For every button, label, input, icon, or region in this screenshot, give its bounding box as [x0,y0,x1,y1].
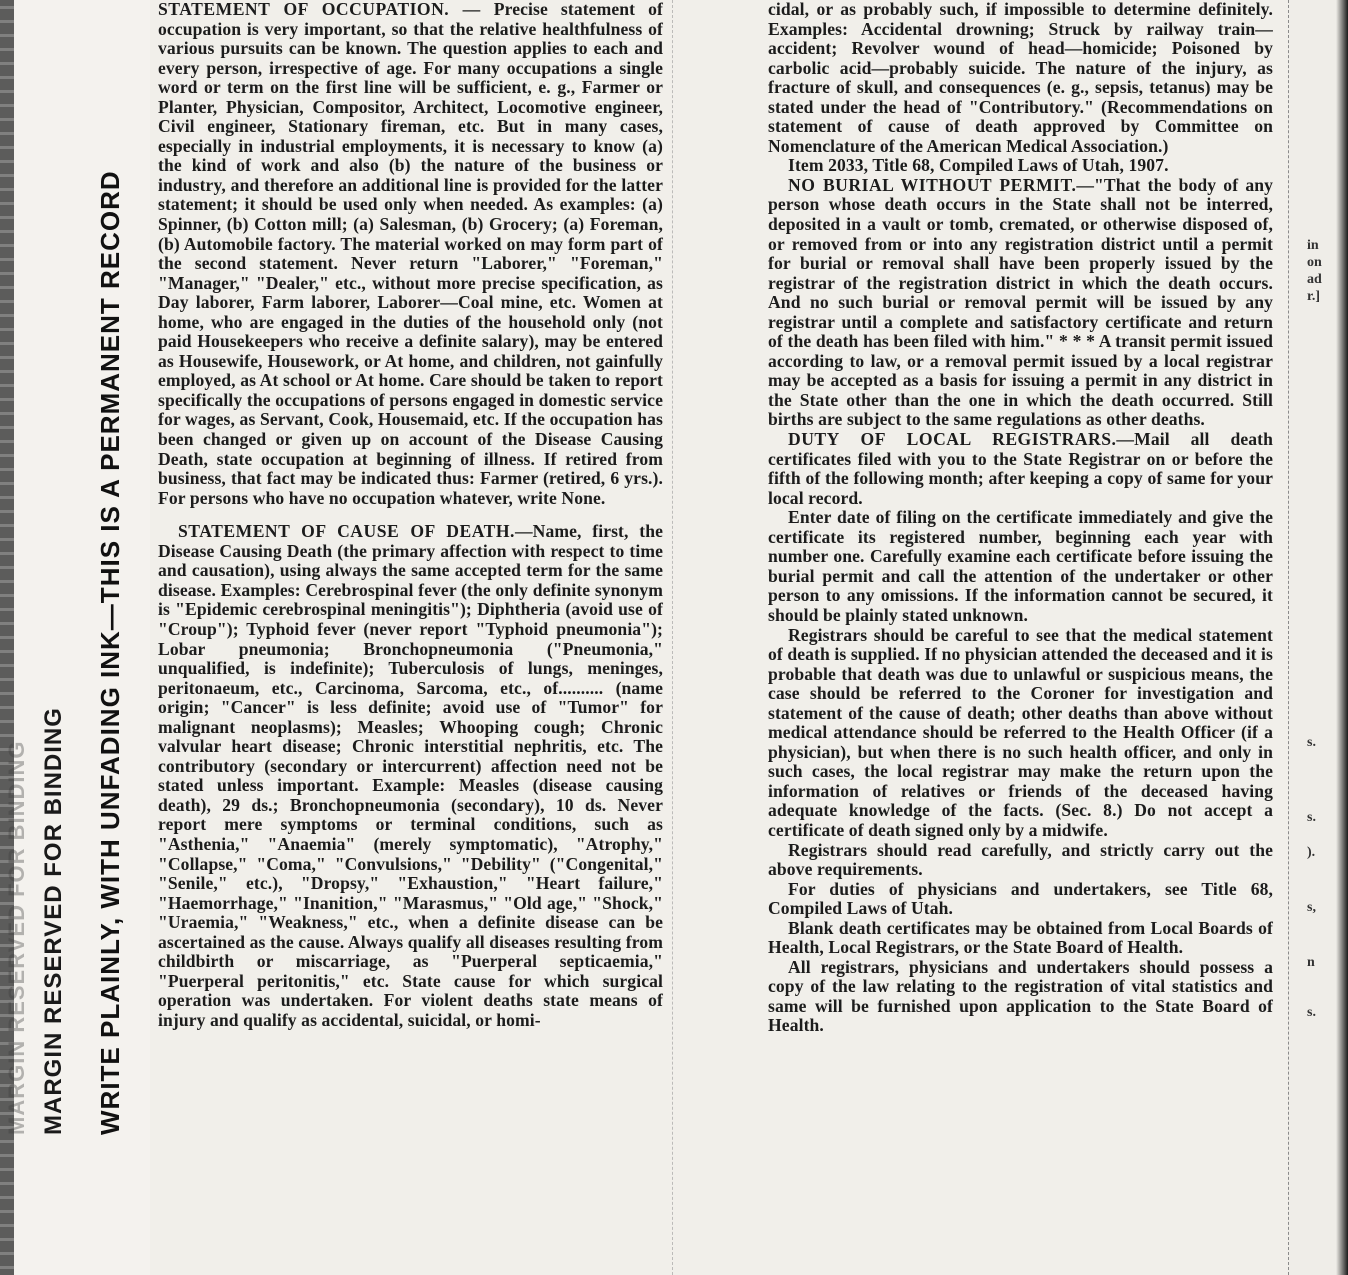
burial-permit-section [768,176,1273,430]
fragment-text: s. [1307,1005,1316,1020]
fragment-text: s, [1307,900,1316,915]
burial-text: —"That the body of any person whose death occurs in the State shall not be interred, deposited in a vault or tomb, cremated, or otherwise disposed of, or removed from or into any registration district until a permit for burial or removal shall have been properly issued by the registrar of the registration district in which the death occurs. And no such burial or removal permit will be issued by any registrar until a complete and satisfactory certificate and return of the death has been filed with him." * * * A transit permit issued according to law, or a removal permit issued by a local registrar may be accepted as a basis for issuing a permit in any district in the State other than the one in which the death occurred. Still births are subject to the same regulations as other deaths. [768,174,1273,430]
law-reference: Item 2033, Title 68, Compiled Laws of Utah, 1907. [788,155,1169,176]
occupation-text: statement of occupation is very important, so that the relative healthfulness of various pursuits can be known. The question applies to each and every person, irrespective of age. For many occupations a single word or term on the first line will be sufficient, e. g., Farmer or Planter, Physician, Compositor, Architect, Locomotive engineer, Civil engineer, Stationary fireman, etc. But in many cases, especially in industrial employments, it is necessary to know (a) the kind of work and also (b) the nature of the business or industry, and therefore an additional line is provided for the latter statement; it should be used only when needed. As examples: (a) Spinner, (b) Cotton mill; (a) Salesman, (b) Grocery; (a) Foreman, (b) Automobile factory. The material worked on may form part of the second statement. Never return "Laborer," "Foreman," "Manager," "Dealer," etc., without more precise specification, as Day laborer, Farm laborer, Laborer—Coal mine, etc. Women at home, who are engaged in the duties of the household only (not paid Housekeepers who receive a definite salary), may be entered as Housewife, Housework, or At home, and children, not gainfully employed, as At school or At home. Care should be taken to report specifically the occupations of persons engaged in domestic service for wages, as Servant, Cook, Housemaid, etc. If the occupation has been changed or given up on account of the Disease Causing Death, state occupation at beginning of illness. If retired from business, that fact may be indicated thus: Farmer (retired, 6 yrs.). For persons who have no occupation whatever, write None. [158,0,663,508]
cause-section [158,522,663,1030]
occupation-first-word: Precise [480,0,548,19]
margin-binding-text: MARGIN RESERVED FOR BINDING [40,707,67,1135]
fragment-text: ad [1307,272,1322,287]
duty-heading: DUTY OF LOCAL REGISTRARS. [788,429,1117,450]
duty-section [768,430,1273,508]
cause-text: —Name, first, the Disease Causing Death (the primary affection with respect to time and causation), using always the same accepted term for the same disease. Examples: Cerebrospinal fever (the only definite synonym is "Epidemic cerebrospinal meningitis"); Diphtheria (avoid use of "Croup"); Typhoid fever (never report "Typhoid pneumonia"); Lobar pneumonia; Bronchopneumonia ("Pneumonia," unqualified, is indefinite); Tuberculosis of lungs, meninges, peritonaeum, etc., Carcinoma, Sarcoma, etc., of.......... (name origin; "Cancer" is less definite; avoid use of "Tumor" for malignant neoplasms); Measles; Whooping cough; Chronic valvular heart disease; Chronic interstitial nephritis, etc. The contributory (secondary or intercurrent) affection need not be stated unless important. Example: Measles (disease causing death), 29 ds.; Bronchopneumonia (secondary), 10 ds. Never report mere symptoms or terminal conditions, such as "Asthenia," "Anaemia" (merely symptomatic), "Atrophy," "Collapse," "Coma," "Convulsions," "Debility" ("Congenital," "Senile," etc.), "Dropsy," "Exhaustion," "Heart failure," "Haemorrhage," "Inanition," "Marasmus," "Old age," "Shock," "Uraemia," "Weakness," etc., when a definite disease can be ascertained as the cause. Always qualify all diseases resulting from childbirth or miscarriage, as "Puerperal septicaemia," "Puerperal peritonitis," etc. State cause for which surgical operation was undertaken. For violent deaths state means of injury and qualify as accidental, suicidal, or homi- [158,521,663,1030]
permanent-record-notice: WRITE PLAINLY, WITH UNFADING INK—THIS IS A PERMANENT RECORD [95,170,125,1135]
fragment-text: s. [1307,735,1316,750]
fragment-text: in [1307,238,1319,253]
instructions-column-left [158,0,663,1030]
enter-date-paragraph: Enter date of filing on the certificate immediately and give the certificate its registered number, beginning each year with number one. Carefully examine each certificate before issuing the burial permit and call the attention of the undertaker or other person to any omissions. If the information cannot be secured, it should be plainly stated unknown. [768,507,1273,625]
cause-heading: STATEMENT OF CAUSE OF DEATH. [178,521,515,542]
fragment-text: n [1307,955,1315,970]
blank-certificates-paragraph: Blank death certificates may be obtained from Local Boards of Health, Local Registrars, or the State Board of Health. [768,917,1273,958]
instructions-column-right [768,0,1273,1036]
burial-heading: NO BURIAL WITHOUT PERMIT. [788,174,1077,195]
read-carefully-paragraph: Registrars should read carefully, and strictly carry out the above requirements. [768,839,1273,880]
medical-statement-paragraph: Registrars should be careful to see that the medical statement of death is supplied. If no physician attended the deceased and it is probable that death was due to unlawful or suspicious means, the case should be referred to the Coroner for investigation and statement of the cause of death; other deaths than above without medical attendance should be referred to the Health Officer (if a physician), but when there is no such health officer, and only in such cases, the local registrar may make the return upon the information of relatives or friends of the deceased having adequate knowledge of the facts. (Sec. 8.) Do not accept a certificate of death signed only by a midwife. [768,624,1273,840]
violent-death-continued: cidal, or as probably such, if impossible to determine definitely. Examples: Accidental drowning; Struck by railway train—accident; Revolver wound of head—homicide; Poisoned by carbolic acid—probably suicide. The nature of the injury, as fracture of skull, and consequences (e. g., sepsis, tetanus) may be stated under the head of "Contributory." (Recommendations on statement of cause of death approved by Committee on Nomenclature of the American Medical Association.) [768,0,1273,156]
fragment-text: s. [1307,810,1316,825]
duties-paragraph: For duties of physicians and undertakers, see Title 68, Compiled Laws of Utah. [768,878,1273,919]
column-divider [672,0,674,1275]
page-edge-right [1336,0,1348,1275]
margin-binding-text-faded: MARGIN RESERVED FOR BINDING [4,740,29,1135]
fragment-text: ). [1307,845,1316,860]
occupation-section [158,0,663,508]
duty-text: —Mail all death certificates filed with you to the State Registrar on or before the fifth of the following month; after keeping a copy of same for your local record. [768,429,1273,508]
fragment-text: r.] [1307,289,1321,304]
copy-of-law-paragraph: All registrars, physicians and undertakers should possess a copy of the law relating to the registration of vital statistics and same will be furnished upon application to the State Board of Health. [768,956,1273,1036]
fragment-text: on [1307,255,1322,270]
occupation-heading: STATEMENT OF OCCUPATION. — [158,0,481,19]
binding-margin [0,0,150,1275]
